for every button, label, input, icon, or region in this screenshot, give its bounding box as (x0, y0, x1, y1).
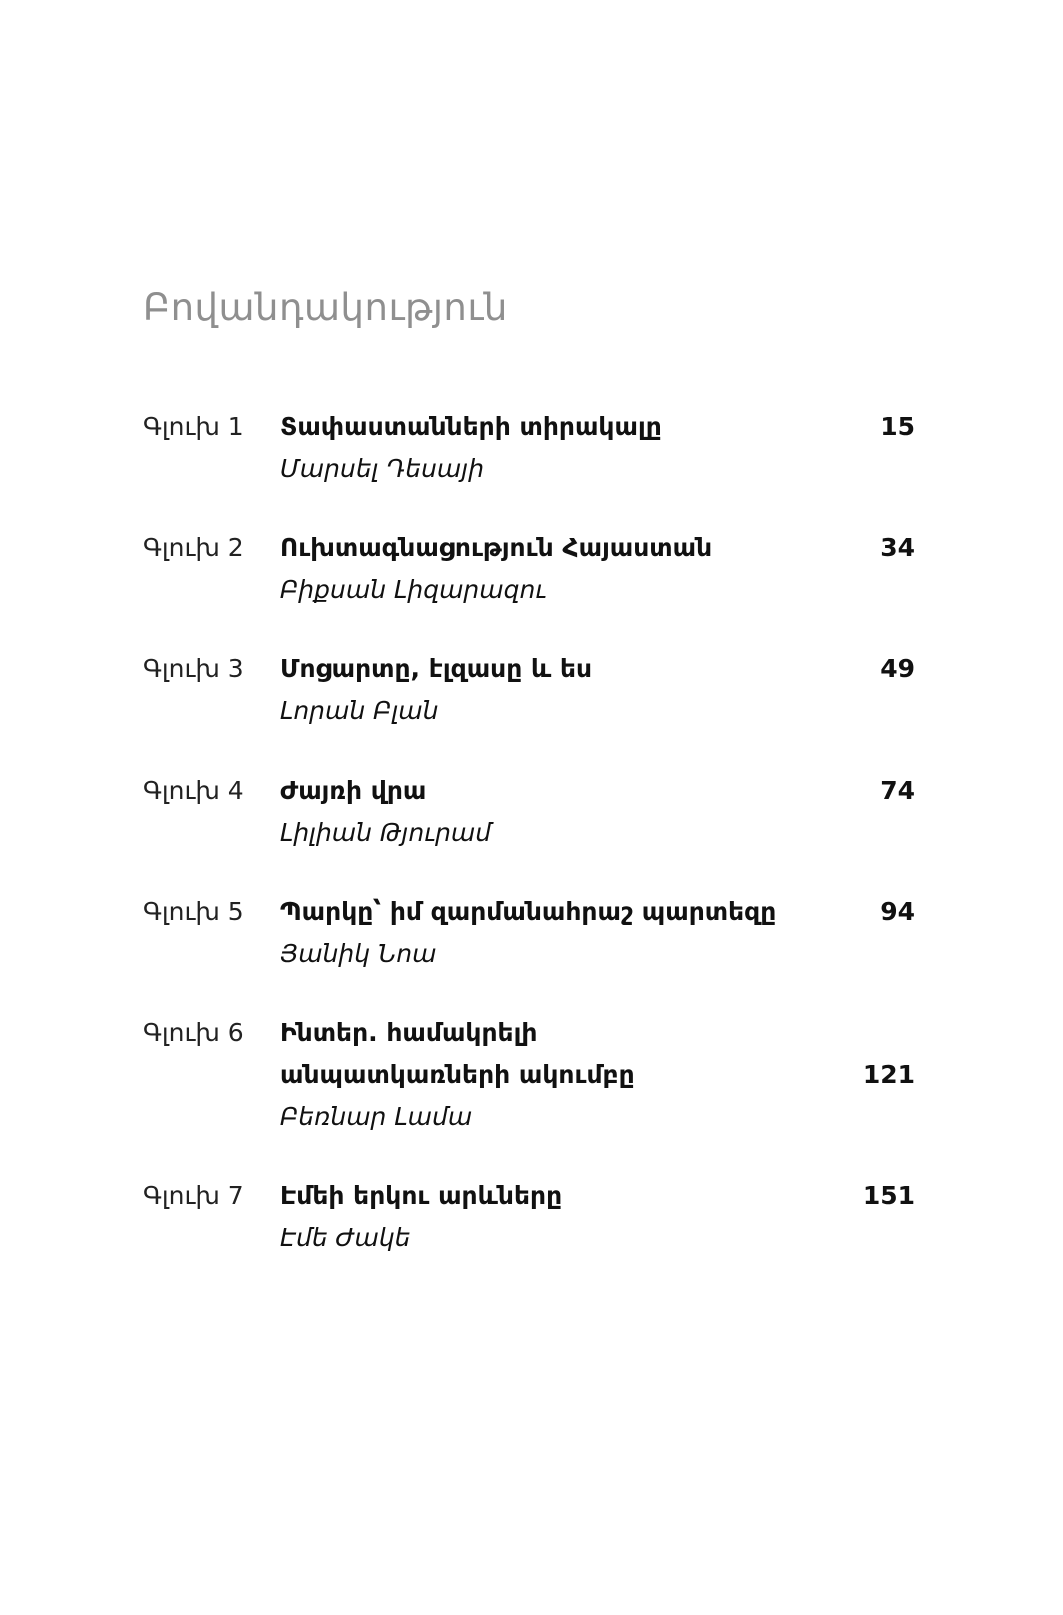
chapter-title: Էմեի երկու արևները (280, 1181, 563, 1210)
chapter-title: Տափաստանների տիրակալը (280, 412, 662, 441)
page-title: Բովանդակություն (143, 286, 508, 329)
chapter-label: Գլուխ 2 (143, 533, 244, 562)
chapter-page-number: 121 (862, 1060, 915, 1089)
chapter-page-number: 94 (880, 897, 915, 926)
chapter-author: Լիլիան Թյուրամ (280, 818, 492, 847)
chapter-page-number: 151 (862, 1181, 915, 1210)
chapter-label: Գլուխ 6 (143, 1018, 244, 1047)
chapter-author: Մարսել Դեսայի (280, 454, 485, 483)
chapter-author: Էմե Ժակե (280, 1223, 411, 1252)
chapter-title: Ինտեր. համակրելի անպատկառների ակումբը (280, 1018, 635, 1089)
chapter-title: Մոցարտը, էլզասը և ես (280, 654, 593, 683)
chapter-title: Ուխտագնացություն Հայաստան (280, 533, 713, 562)
chapter-title: Պարկը՝ իմ զարմանահրաշ պարտեզը (280, 897, 777, 926)
chapter-author: Յանիկ Նոա (280, 939, 437, 968)
chapter-label: Գլուխ 3 (143, 654, 244, 683)
chapter-label: Գլուխ 7 (143, 1181, 244, 1210)
chapter-page-number: 34 (880, 533, 915, 562)
chapter-label: Գլուխ 1 (143, 412, 244, 441)
chapter-page-number: 49 (880, 654, 915, 683)
chapter-page-number: 15 (880, 412, 915, 441)
chapter-label: Գլուխ 5 (143, 897, 244, 926)
chapter-label: Գլուխ 4 (143, 776, 244, 805)
chapter-author: Բեռնար Լամա (280, 1102, 473, 1131)
chapter-author: Բիքսան Լիզարազու (280, 575, 547, 604)
chapter-title: Ժայռի վրա (280, 776, 427, 805)
chapter-author: Լորան Բլան (280, 696, 439, 725)
chapter-page-number: 74 (880, 776, 915, 805)
